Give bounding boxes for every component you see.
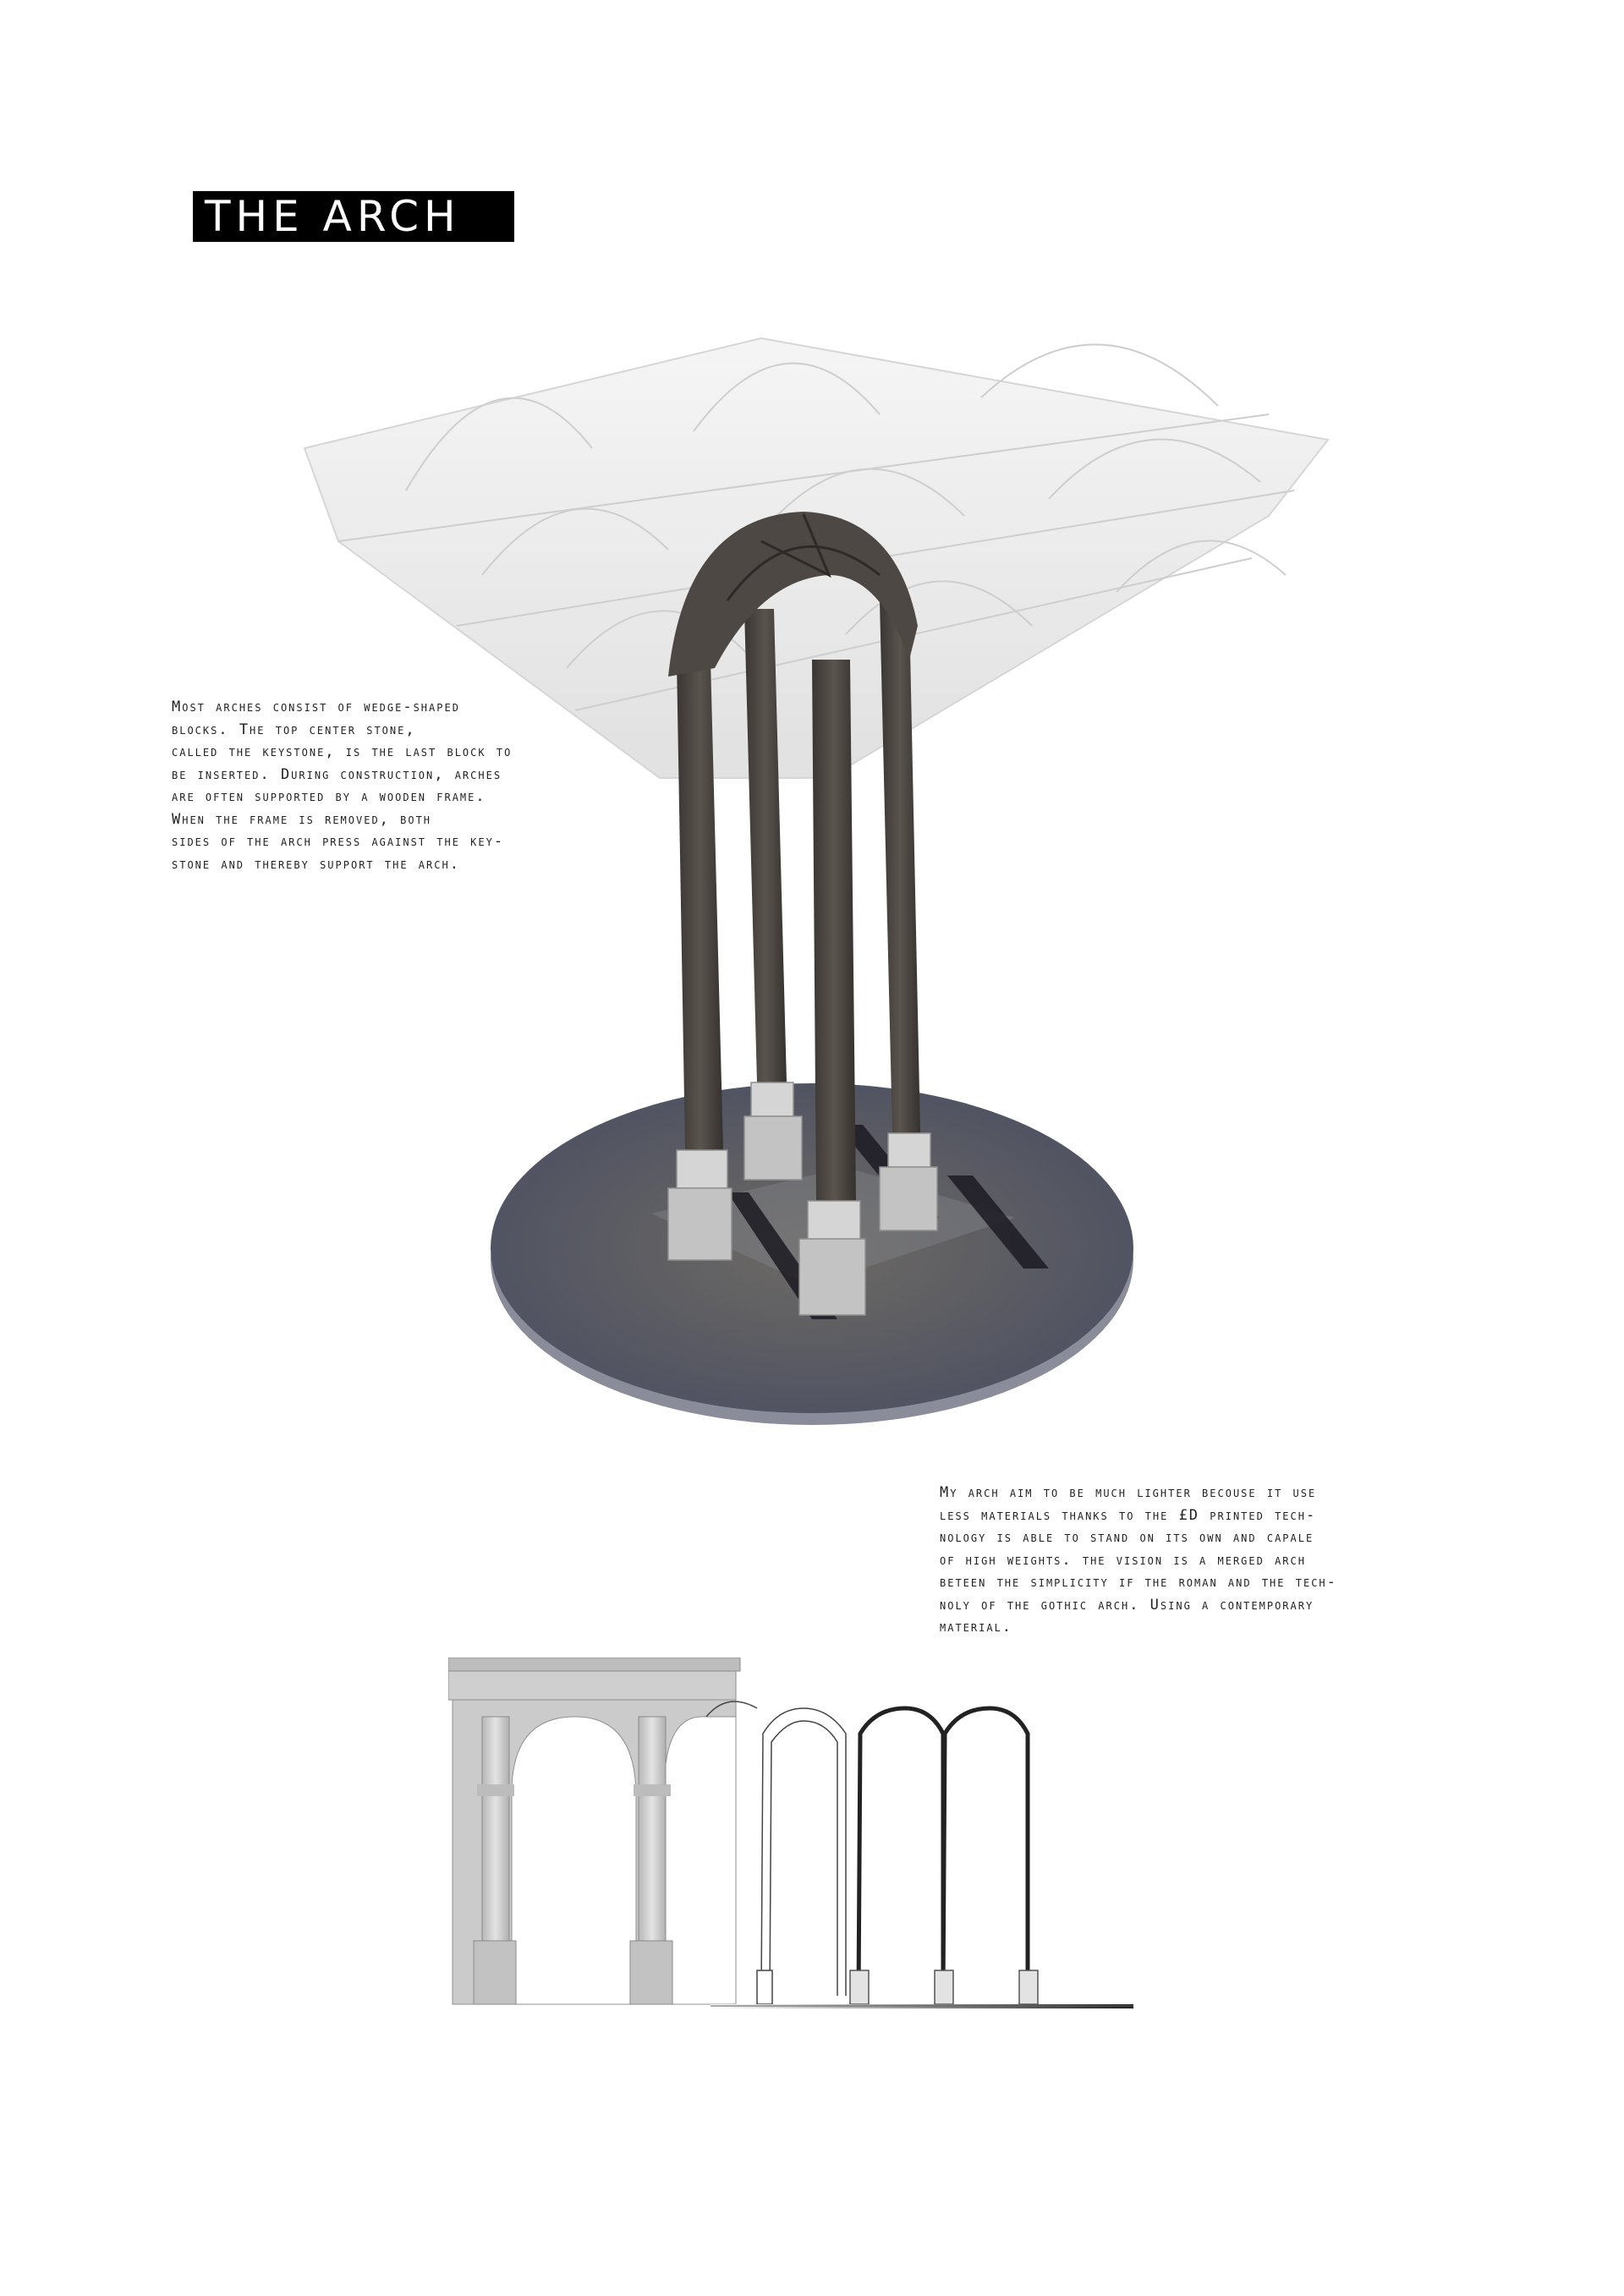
- right-paragraph-line: nology is able to stand on its own and capale: [940, 1529, 1314, 1546]
- right-paragraph: [940, 1482, 1337, 1639]
- right-paragraph-line: My arch aim to be much lighter becouse it use: [940, 1484, 1317, 1501]
- left-paragraph-line: stone and thereby support the arch.: [172, 855, 460, 873]
- right-paragraph-line: of high weights. the vision is a merged arch: [940, 1551, 1306, 1569]
- right-paragraph-line: beteen the simplicity if the roman and the tech-: [940, 1574, 1337, 1591]
- left-paragraph-line: sides of the arch press against the key-: [172, 833, 505, 850]
- left-paragraph-line: be inserted. During construction, arches: [172, 765, 502, 783]
- arch-isometric-illustration: [288, 321, 1336, 1446]
- left-paragraph-line: When the frame is removed, both: [172, 810, 432, 828]
- right-paragraph-line: noly of the gothic arch. Using a contemporary: [940, 1596, 1314, 1614]
- left-paragraph-line: Most arches consist of wedge-shaped: [172, 699, 460, 715]
- right-paragraph-line: material.: [940, 1619, 1013, 1636]
- arch-elevation-comparison: [448, 1658, 1142, 2013]
- right-paragraph-line: less materials thanks to the £D printed tech-: [940, 1506, 1317, 1524]
- roman-arch-elevation: [448, 1658, 740, 2004]
- left-paragraph-line: blocks. The top center stone,: [172, 721, 416, 738]
- gothic-arch-elevations: [859, 1708, 1028, 1996]
- page-title: THE ARCH: [193, 191, 514, 242]
- left-paragraph-line: called the keystone, is the last block to: [172, 743, 513, 760]
- left-paragraph-line: are often supported by a wooden frame.: [172, 788, 486, 805]
